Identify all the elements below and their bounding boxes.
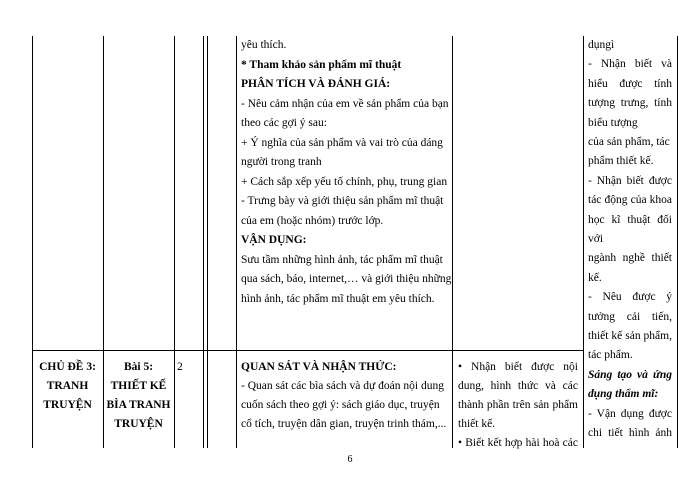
topic-line: TRANH — [46, 380, 89, 392]
right-column-line: của sản phẩm, tác — [588, 136, 670, 148]
content-line: theo các gợi ý sau: — [241, 117, 327, 129]
requirement-line: dung, hình thức và các — [458, 380, 578, 392]
right-column-line: chi tiết hình ảnh — [588, 427, 672, 439]
content-line: yêu thích. — [241, 39, 287, 51]
lesson-line: THIẾT KẾ — [110, 380, 167, 392]
table-divider-content — [236, 36, 237, 448]
table-row-separator — [32, 350, 583, 351]
right-column-line: thiết kế sản phẩm, — [588, 330, 672, 342]
page-number: 6 — [347, 454, 353, 465]
content-line: + Ý nghĩa của sản phẩm và vai trò của dáng — [241, 136, 443, 149]
content-line: - Trưng bày và giới thiệu sản phẩm mĩ thuật — [241, 195, 444, 207]
requirement-line: • Nhận biết được nội — [458, 361, 578, 373]
right-column-line: dụngì — [588, 39, 615, 51]
right-column-line: - Nhận biết được — [588, 174, 672, 187]
right-column-line: học kĩ thuật đối — [588, 213, 672, 226]
lesson-line: BÌA TRANH — [106, 399, 171, 411]
table-double-divider — [203, 36, 208, 448]
content-line: qua sách, báo, internet,… và giới thiệu những — [241, 273, 452, 285]
requirement-line: • Biết kết hợp hài hoà các — [458, 437, 578, 449]
content-line: - Nêu cảm nhận của em về sản phẩm của bạn — [241, 97, 449, 110]
right-column-line: tưởng cải tiến, — [588, 310, 672, 323]
right-column-line: với — [588, 233, 604, 245]
topic-line: CHỦ ĐỀ 3: — [39, 361, 96, 373]
content-heading: * Tham khảo sản phẩm mĩ thuật — [241, 58, 402, 71]
right-column-line: tác phẩm. — [588, 349, 633, 362]
content-line: cổ tích, truyện dân gian, truyện trinh thám,... — [241, 418, 447, 430]
right-column-line: hiểu được tính — [588, 77, 672, 90]
right-column-line: Sáng tạo và ứng — [588, 368, 672, 381]
right-column-line: phẩm thiết kế. — [588, 155, 654, 168]
content-line: - Quan sát các bìa sách và dự đoán nội dung — [241, 380, 444, 392]
content-heading: PHÂN TÍCH VÀ ĐÁNH GIÁ: — [241, 78, 391, 90]
content-line: Sưu tầm những hình ảnh, tác phẩm mĩ thuật — [241, 253, 443, 266]
table-border-right — [677, 36, 678, 448]
right-column-line: biểu tượng — [588, 116, 638, 129]
content-line: cuốn sách theo gợi ý: sách giáo dục, truyện — [241, 399, 440, 411]
right-column-line: - Nhận biết và — [588, 58, 672, 71]
right-column-line: ngành nghề thiết — [588, 252, 672, 265]
periods-value: 2 — [177, 361, 183, 373]
right-column-line: tượng trưng, tính — [588, 97, 672, 110]
requirement-line: thiết kế. — [458, 418, 496, 430]
content-line: của em (hoặc nhóm) trước lớp. — [241, 214, 384, 227]
right-column-line: - Nêu được ý — [588, 291, 672, 304]
content-line: người trong tranh — [241, 156, 322, 168]
content-heading: QUAN SÁT VÀ NHẬN THỨC: — [241, 361, 397, 373]
content-heading: VẬN DỤNG: — [241, 234, 307, 246]
requirement-line: thành phần trên sản phẩm — [458, 399, 578, 411]
content-line: + Cách sắp xếp yếu tố chính, phụ, trung gian — [241, 175, 448, 188]
right-column-line: - Vận dụng được — [588, 407, 672, 420]
table-divider-right-column — [583, 36, 584, 448]
table-divider-requirements — [452, 36, 453, 448]
content-line: hình ảnh, tác phẩm mĩ thuật em yêu thích. — [241, 292, 435, 305]
table-divider-lesson-periods — [174, 36, 175, 448]
lesson-line: Bài 5: — [123, 361, 154, 373]
topic-line: TRUYỆN — [43, 399, 92, 411]
lesson-line: TRUYỆN — [114, 418, 163, 430]
right-column-line: dụng thẩm mĩ: — [588, 388, 659, 401]
right-column-line: kế. — [588, 271, 602, 284]
right-column-line: tác động của khoa — [588, 194, 672, 207]
